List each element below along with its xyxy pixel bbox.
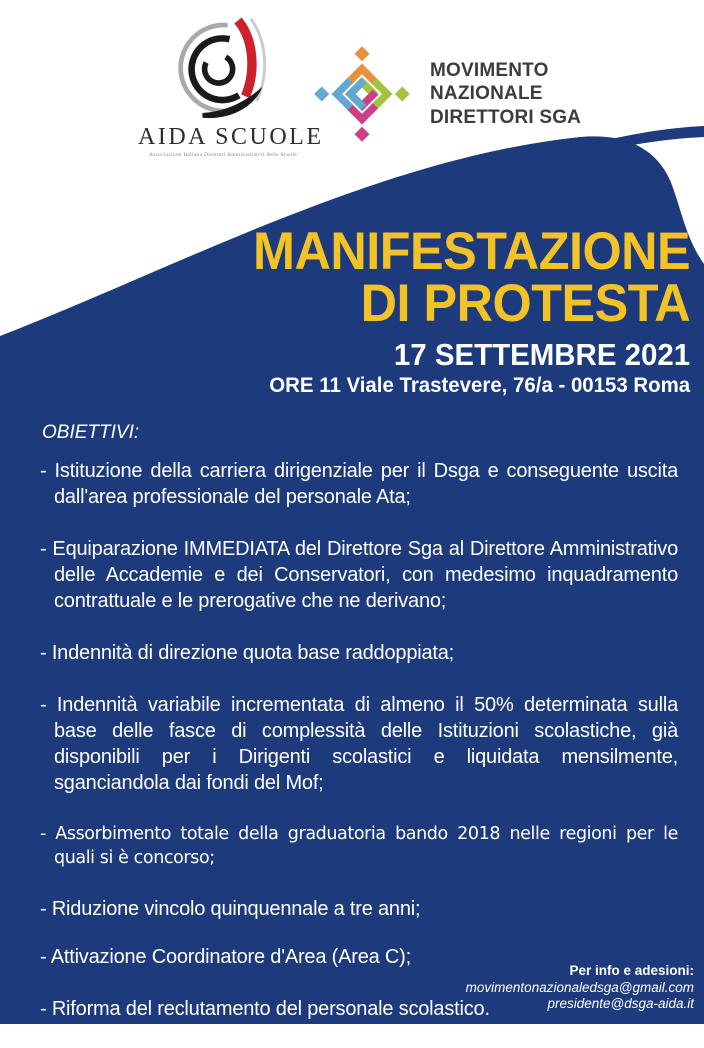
objective-item: - Assorbimento totale della graduatoria bando 2018 nelle regioni per le quali si è concorso;	[40, 824, 678, 869]
objective-item: - Istituzione della carriera dirigenziale per il Dsga e conseguente uscita dall'area professionale del personale Ata;	[40, 460, 678, 508]
title-block	[252, 222, 690, 398]
contact-label: Per info e adesioni:	[569, 963, 694, 979]
poster-title-line2: DI PROTESTA	[360, 273, 690, 333]
movimento-logo-line3: DIRETTORI SGA	[430, 106, 582, 128]
aida-scuole-logo	[138, 14, 324, 158]
aida-logo-tagline: Associazione Italiana Direttori Amministrativi delle Scuole	[148, 152, 298, 158]
event-location: ORE 11 Viale Trastevere, 76/a - 00153 Roma	[269, 373, 690, 398]
objective-item: - Riforma del reclutamento del personale scolastico.	[40, 998, 490, 1021]
objective-item: - Equiparazione IMMEDIATA del Direttore Sga al Direttore Amministrativo delle Accademie e dei Conservatori, con medesimo inquadramento contrattuale e le prerogative che ne derivano;	[40, 538, 678, 612]
objective-item: - Riduzione vincolo quinquennale a tre anni;	[40, 898, 421, 921]
aida-logo-name: AIDA SCUOLE	[138, 124, 324, 150]
movimento-logo-text	[430, 59, 581, 129]
objectives-list	[40, 458, 678, 1048]
contact-block	[466, 963, 694, 1012]
pinwheel-blue-figure	[314, 81, 363, 108]
movimento-pinwheel-icon	[310, 40, 414, 148]
contact-email-2: presidente@dsga-aida.it	[547, 995, 694, 1011]
objective-item: - Attivazione Coordinatore d'Area (Area C);	[40, 946, 411, 969]
header	[0, 0, 704, 200]
movimento-logo-line2: NAZIONALE	[430, 83, 543, 105]
objectives-label: OBIETTIVI:	[42, 422, 140, 443]
movimento-logo-line1: MOVIMENTO	[430, 60, 549, 82]
poster-title-line1: MANIFESTAZIONE	[252, 222, 690, 281]
objective-item: - Indennità di direzione quota base raddoppiata;	[40, 642, 455, 664]
movimento-nazionale-logo	[310, 40, 581, 148]
objective-item: - Indennità variabile incrementata di almeno il 50% determinata sulla base delle fasce di complessità delle Istituzioni scolastiche, già disponibili per i Dirigenti scolastici e liquidata mensilmente, sganciandola dai fondi del Mof;	[40, 694, 678, 794]
aida-swirl-icon	[148, 14, 298, 128]
contact-email-1: movimentonazionaledsga@gmail.com	[465, 979, 694, 995]
event-date: 17 SETTEMBRE 2021	[393, 336, 690, 372]
